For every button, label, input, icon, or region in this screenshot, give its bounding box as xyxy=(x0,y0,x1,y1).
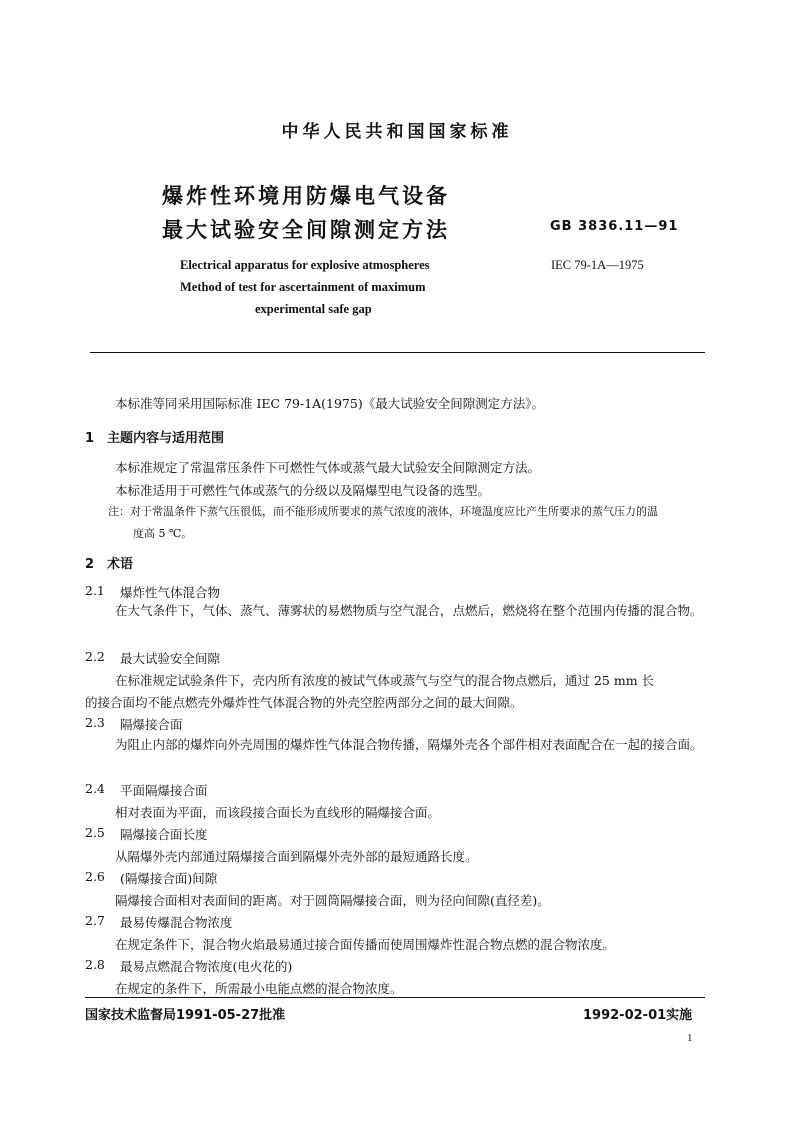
english-title-line-1: Electrical apparatus for explosive atmospheres xyxy=(180,258,430,272)
term-2-5-number: 2.5 xyxy=(85,825,105,840)
chinese-title-line-1: 爆炸性环境用防爆电气设备 xyxy=(162,184,450,208)
term-2-3-definition: 为阻止内部的爆炸向外壳周围的爆炸性气体混合物传播，隔爆外壳各个部件相对表面配合在一起的接合面。 xyxy=(115,737,703,752)
term-2-4-title: 平面隔爆接合面 xyxy=(120,783,208,798)
section-2-heading: 2 术语 xyxy=(85,557,134,572)
header-rule xyxy=(90,352,705,353)
term-2-3-title: 隔爆接合面 xyxy=(120,717,183,732)
english-title-line-2: Method of test for ascertainment of maximum xyxy=(180,280,426,294)
term-2-7-number: 2.7 xyxy=(85,913,105,928)
term-2-2-definition-line-2: 的接合面均不能点燃壳外爆炸性气体混合物的外壳空腔两部分之间的最大间隙。 xyxy=(85,695,523,710)
section-1-paragraph-2: 本标准适用于可燃性气体或蒸气的分级以及隔爆型电气设备的选型。 xyxy=(115,483,491,498)
section-1-note-line-2: 度高 5 ℃。 xyxy=(133,527,193,540)
term-2-2-title: 最大试验安全间隙 xyxy=(120,651,221,666)
term-2-2-definition-line-1: 在标准规定试验条件下，壳内所有浓度的被试气体或蒸气与空气的混合物点燃后，通过 25 mm 长 xyxy=(115,673,655,688)
chinese-title-line-2: 最大试验安全间隙测定方法 xyxy=(162,218,450,242)
term-2-8-number: 2.8 xyxy=(85,957,105,972)
issue-approval: 国家技术监督局1991-05-27批准 xyxy=(85,1008,286,1023)
section-1-note-line-1: 注：对于常温条件下蒸气压很低，而不能形成所要求的蒸气浓度的液体，环境温度应比产生所要求的蒸气压力的温 xyxy=(108,505,658,518)
term-2-2-number: 2.2 xyxy=(85,649,105,664)
term-2-8-definition: 在规定的条件下，所需最小电能点燃的混合物浓度。 xyxy=(115,981,403,996)
section-1-paragraph-1: 本标准规定了常温常压条件下可燃性气体或蒸气最大试验安全间隙测定方法。 xyxy=(115,460,541,475)
term-2-1-title: 爆炸性气体混合物 xyxy=(120,585,221,600)
iec-reference-code: IEC 79-1A—1975 xyxy=(551,258,644,272)
term-2-7-title: 最易传爆混合物浓度 xyxy=(120,915,233,930)
term-2-5-title: 隔爆接合面长度 xyxy=(120,827,208,842)
section-1-heading: 1 主题内容与适用范围 xyxy=(85,431,225,446)
term-2-3-number: 2.3 xyxy=(85,715,105,730)
footer-rule xyxy=(85,997,705,998)
term-2-4-number: 2.4 xyxy=(85,781,105,796)
page-number: 1 xyxy=(687,1032,693,1044)
term-2-7-definition: 在规定条件下，混合物火焰最易通过接合面传播而使周围爆炸性混合物点燃的混合物浓度。 xyxy=(115,937,616,952)
term-2-6-definition: 隔爆接合面相对表面间的距离。对于圆筒隔爆接合面，则为径向间隙(直径差)。 xyxy=(115,893,550,908)
term-2-6-title: (隔爆接合面)间隙 xyxy=(120,871,218,886)
intro-paragraph: 本标准等同采用国际标准 IEC 79-1A(1975)《最大试验安全间隙测定方法》。 xyxy=(115,396,544,411)
term-2-6-number: 2.6 xyxy=(85,869,105,884)
term-2-1-definition: 在大气条件下，气体、蒸气、薄雾状的易燃物质与空气混合，点燃后，燃烧将在整个范围内传播的混合物。 xyxy=(115,603,703,618)
implementation-date: 1992-02-01实施 xyxy=(583,1008,693,1023)
term-2-5-definition: 从隔爆外壳内部通过隔爆接合面到隔爆外壳外部的最短通路长度。 xyxy=(115,849,478,864)
english-title-line-3: experimental safe gap xyxy=(255,302,372,316)
term-2-1-number: 2.1 xyxy=(85,583,105,598)
term-2-8-title: 最易点燃混合物浓度(电火花的) xyxy=(120,959,293,974)
standard-code: GB 3836.11—91 xyxy=(550,219,679,234)
term-2-4-definition: 相对表面为平面，而该段接合面长为直线形的隔爆接合面。 xyxy=(115,805,441,820)
national-standard-title: 中华人民共和国国家标准 xyxy=(281,122,513,142)
